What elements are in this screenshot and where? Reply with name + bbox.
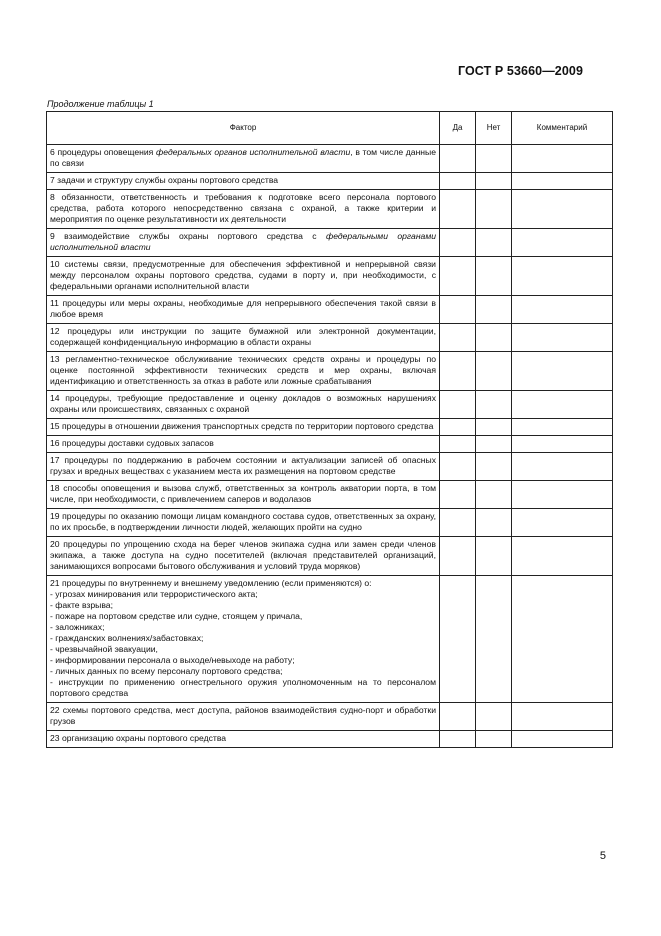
yes-cell[interactable]: [440, 257, 476, 296]
table-row: [47, 296, 613, 324]
table-row: [47, 229, 613, 257]
factor-text: 13 регламентно-техническое обслуживание технических средств охраны и процедуры по оценке постоянной эффективности технических средств и мер охраны, включая идентификацию и ответственность за отказ в работе или ложные срабатывания: [50, 354, 436, 386]
comment-cell[interactable]: [512, 229, 613, 257]
comment-cell[interactable]: [512, 419, 613, 436]
no-cell[interactable]: [476, 145, 512, 173]
row21-item: - гражданских волнениях/забастовках;: [50, 633, 204, 643]
row21-item: - инструкции по применению огнестрельного оружия уполномоченным на то персоналом портового средства: [50, 677, 436, 698]
no-cell[interactable]: [476, 257, 512, 296]
yes-cell[interactable]: [440, 576, 476, 703]
factor-cell: [47, 576, 440, 703]
row21-item: - факте взрыва;: [50, 600, 113, 610]
yes-cell[interactable]: [440, 229, 476, 257]
factor-cell: [47, 537, 440, 576]
row21-item: - чрезвычайной эвакуации,: [50, 644, 158, 654]
comment-cell[interactable]: [512, 145, 613, 173]
table-row: [47, 509, 613, 537]
factor-table: [46, 111, 613, 748]
comment-cell[interactable]: [512, 436, 613, 453]
factor-text: 6 процедуры оповещения: [50, 147, 156, 157]
table-row: [47, 352, 613, 391]
factor-cell: 22 схемы портового средства, мест доступа, районов взаимодействия судно-порт и обработки грузов: [47, 703, 440, 731]
yes-cell[interactable]: [440, 731, 476, 748]
no-cell[interactable]: [476, 324, 512, 352]
factor-cell: 23 организацию охраны портового средства: [47, 731, 440, 748]
factor-text-emphasis: федеральных органов исполнительной власти: [156, 147, 351, 157]
comment-cell[interactable]: [512, 537, 613, 576]
factor-cell: [47, 324, 440, 352]
comment-cell[interactable]: [512, 173, 613, 190]
yes-cell[interactable]: [440, 509, 476, 537]
page-number: 5: [599, 850, 606, 862]
yes-cell[interactable]: [440, 453, 476, 481]
no-cell[interactable]: [476, 173, 512, 190]
no-cell[interactable]: [476, 731, 512, 748]
no-cell[interactable]: [476, 419, 512, 436]
yes-cell[interactable]: [440, 703, 476, 731]
comment-cell[interactable]: [512, 703, 613, 731]
no-cell[interactable]: [476, 537, 512, 576]
no-cell[interactable]: [476, 703, 512, 731]
column-header-yes: Да: [440, 112, 476, 145]
row21-intro: 21 процедуры по внутреннему и внешнему уведомлению (если применяются) о:: [50, 578, 372, 588]
table-row: [47, 190, 613, 229]
factor-cell: [47, 453, 440, 481]
comment-cell[interactable]: [512, 296, 613, 324]
table-row: [47, 537, 613, 576]
no-cell[interactable]: [476, 481, 512, 509]
table-row: [47, 731, 613, 748]
factor-cell: [47, 173, 440, 190]
factor-text: 16 процедуры доставки судовых запасов: [50, 438, 214, 448]
yes-cell[interactable]: [440, 391, 476, 419]
yes-cell[interactable]: [440, 145, 476, 173]
row21-item: - информировании персонала о выходе/невыходе на работу;: [50, 655, 295, 665]
yes-cell[interactable]: [440, 190, 476, 229]
factor-text: 10 системы связи, предусмотренные для обеспечения эффективной и непрерывной связи между персоналом охраны портового средства, судами в порту и, при необходимости, с федеральными органами исполнительной власти: [50, 259, 436, 291]
yes-cell[interactable]: [440, 436, 476, 453]
document-code: ГОСТ Р 53660—2009: [457, 64, 583, 78]
comment-cell[interactable]: [512, 257, 613, 296]
factor-text-tail: , в том числе данные по связи: [50, 147, 437, 168]
yes-cell[interactable]: [440, 481, 476, 509]
yes-cell[interactable]: [440, 537, 476, 576]
no-cell[interactable]: [476, 352, 512, 391]
factor-text: 11 процедуры или меры охраны, необходимые для непрерывного обеспечения такой связи в любое время: [50, 298, 436, 319]
factor-cell: [47, 352, 440, 391]
factor-cell: [47, 229, 440, 257]
yes-cell[interactable]: [440, 419, 476, 436]
factor-text: 20 процедуры по упрощению схода на берег членов экипажа судна или замен среди членов экипажа, а также доступа на судно посетителей (включая представителей организаций, занимающихся вопросами бытового обслуживания и условий труда моряков): [50, 539, 436, 571]
factor-cell: [47, 190, 440, 229]
factor-cell: [47, 481, 440, 509]
row21-item: - личных данных по всему персоналу портового средства;: [50, 666, 283, 676]
factor-text: 12 процедуры или инструкции по защите бумажной или электронной документации, содержащей конфиденциальную информацию в области охраны: [50, 326, 436, 347]
factor-cell: [47, 509, 440, 537]
no-cell[interactable]: [476, 296, 512, 324]
comment-cell[interactable]: [512, 324, 613, 352]
comment-cell[interactable]: [512, 576, 613, 703]
yes-cell[interactable]: [440, 324, 476, 352]
factor-text: 15 процедуры в отношении движения транспортных средств по территории портового средства: [50, 421, 434, 431]
table-row: [47, 576, 613, 703]
no-cell[interactable]: [476, 436, 512, 453]
table-row: [47, 173, 613, 190]
comment-cell[interactable]: [512, 509, 613, 537]
no-cell[interactable]: [476, 576, 512, 703]
column-header-no: Нет: [476, 112, 512, 145]
row21-item: - заложниках;: [50, 622, 105, 632]
factor-text: 14 процедуры, требующие предоставление и оценку докладов о возможных нарушениях охраны или происшествиях, связанных с охраной: [50, 393, 436, 414]
comment-cell[interactable]: [512, 481, 613, 509]
row21-item: - угрозах минирования или террористического акта;: [50, 589, 258, 599]
comment-cell[interactable]: [512, 731, 613, 748]
yes-cell[interactable]: [440, 173, 476, 190]
column-header-comment: Комментарий: [512, 112, 613, 145]
table-header-row: [47, 112, 613, 145]
table-row: [47, 703, 613, 731]
factor-text-emphasis: федеральными органами исполнительной власти: [50, 231, 436, 252]
factor-cell: [47, 436, 440, 453]
table-row: [47, 436, 613, 453]
factor-cell: [47, 257, 440, 296]
factor-text: 9 взаимодействие службы охраны портового средства с: [50, 231, 326, 241]
table-row: [47, 324, 613, 352]
comment-cell[interactable]: [512, 190, 613, 229]
no-cell[interactable]: [476, 229, 512, 257]
factor-cell: [47, 145, 440, 173]
factor-text: 19 процедуры по оказанию помощи лицам командного состава судов, ответственных за охрану, по их просьбе, в подтверждении личности людей, желающих пройти на судно: [50, 511, 436, 532]
factor-cell: [47, 296, 440, 324]
factor-cell: [47, 419, 440, 436]
comment-cell[interactable]: [512, 352, 613, 391]
comment-cell[interactable]: [512, 453, 613, 481]
table-row: [47, 453, 613, 481]
table-row: [47, 481, 613, 509]
table-row: [47, 419, 613, 436]
yes-cell[interactable]: [440, 296, 476, 324]
no-cell[interactable]: [476, 509, 512, 537]
factor-cell: [47, 391, 440, 419]
table-row: [47, 145, 613, 173]
table-row: [47, 257, 613, 296]
no-cell[interactable]: [476, 190, 512, 229]
row21-item: - пожаре на портовом средстве или судне, стоящем у причала,: [50, 611, 303, 621]
table-caption: Продолжение таблицы 1: [47, 99, 154, 109]
factor-text: 8 обязанности, ответственность и требования к подготовке всего персонала портового средства, работа которого непосредственно связана с охраной, а также критерии и мероприятия по оценке результативности их деятельности: [50, 192, 436, 224]
factor-text: 18 способы оповещения и вызова служб, ответственных за контроль акватории порта, в том числе, при необходимости, с привлечением саперов и водолазов: [50, 483, 436, 504]
comment-cell[interactable]: [512, 391, 613, 419]
no-cell[interactable]: [476, 391, 512, 419]
no-cell[interactable]: [476, 453, 512, 481]
yes-cell[interactable]: [440, 352, 476, 391]
factor-text: 17 процедуры по поддержанию в рабочем состоянии и актуализации записей об опасных грузах и вредных веществах с указанием места их размещения на портовом средстве: [50, 455, 436, 476]
column-header-factor: Фактор: [47, 112, 440, 145]
table-row: [47, 391, 613, 419]
factor-text: 7 задачи и структуру службы охраны портового средства: [50, 175, 279, 185]
